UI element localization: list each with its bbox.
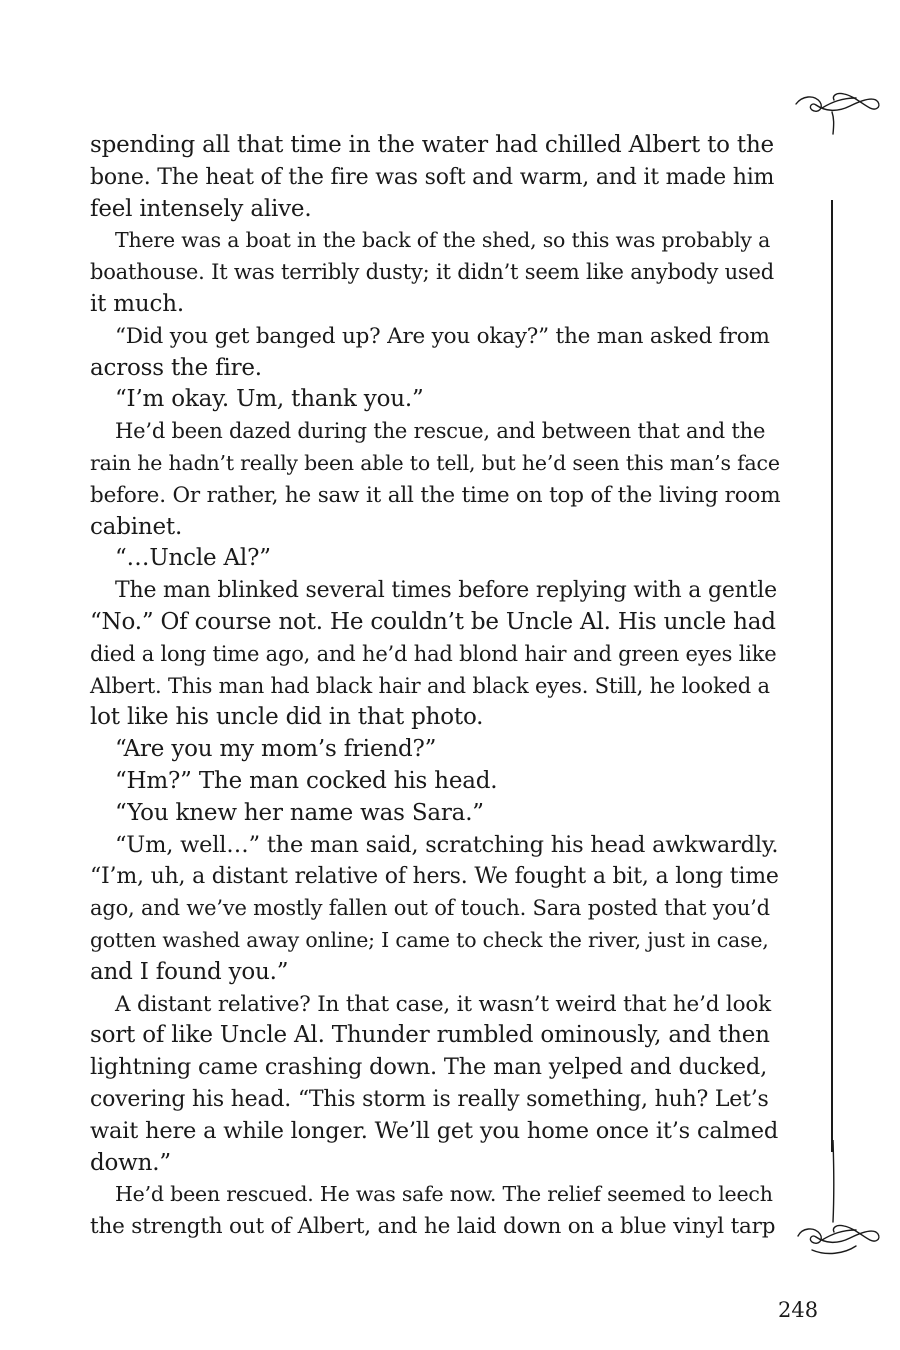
text-line: down.” bbox=[90, 1149, 171, 1176]
text-line: and I found you.” bbox=[90, 958, 289, 985]
text-line: covering his head. “This storm is really something, huh? Let’s bbox=[90, 1086, 769, 1112]
text-line: He’d been rescued. He was safe now. The relief seemed to leech bbox=[115, 1182, 773, 1207]
text-line: “Hm?” The man cocked his head. bbox=[115, 767, 498, 794]
text-line: wait here a while longer. We’ll get you home once it’s calmed bbox=[90, 1117, 779, 1144]
text-line: “I’m okay. Um, thank you.” bbox=[115, 386, 424, 413]
text-line: “No.” Of course not. He couldn’t be Uncle Al. His uncle had bbox=[90, 608, 776, 635]
text-line: lot like his uncle did in that photo. bbox=[90, 704, 484, 731]
text-line: “Did you get banged up? Are you okay?” the man asked from bbox=[115, 323, 770, 349]
body-text bbox=[90, 130, 780, 1243]
text-line: it much. bbox=[90, 290, 184, 317]
text-line: There was a boat in the back of the shed, so this was probably a bbox=[115, 228, 771, 253]
page-number: 248 bbox=[778, 1298, 819, 1322]
text-line: sort of like Uncle Al. Thunder rumbled ominously, and then bbox=[90, 1022, 770, 1049]
text-line: Albert. This man had black hair and black eyes. Still, he looked a bbox=[90, 673, 770, 698]
text-line: “Um, well…” the man said, scratching his head awkwardly. bbox=[115, 831, 779, 858]
bottom-flourish-icon bbox=[792, 1140, 884, 1270]
text-line: died a long time ago, and he’d had blond hair and green eyes like bbox=[90, 641, 777, 666]
text-line: before. Or rather, he saw it all the time on top of the living room bbox=[90, 482, 781, 508]
text-line: He’d been dazed during the rescue, and between that and the bbox=[115, 419, 766, 444]
text-line: gotten washed away online; I came to check the river, just in case, bbox=[90, 927, 769, 952]
text-line: ago, and we’ve mostly fallen out of touch. Sara posted that you’d bbox=[90, 896, 770, 921]
text-line: spending all that time in the water had chilled Albert to the bbox=[90, 132, 774, 158]
text-line: “I’m, uh, a distant relative of hers. We fought a bit, a long time bbox=[90, 864, 779, 890]
text-line: across the fire. bbox=[90, 354, 262, 381]
text-line: “You knew her name was Sara.” bbox=[115, 799, 484, 826]
text-line: bone. The heat of the fire was soft and warm, and it made him bbox=[90, 164, 775, 190]
text-line: A distant relative? In that case, it wasn’t weird that he’d look bbox=[115, 991, 771, 1017]
text-line: cabinet. bbox=[90, 513, 183, 540]
text-line: the strength out of Albert, and he laid down on a blue vinyl tarp bbox=[90, 1214, 776, 1240]
text-line: “Are you my mom’s friend?” bbox=[115, 736, 437, 763]
text-line: The man blinked several times before replying with a gentle bbox=[115, 578, 777, 604]
text-line: rain he hadn’t really been able to tell, but he’d seen this man’s face bbox=[90, 450, 780, 475]
text-line: feel intensely alive. bbox=[90, 195, 312, 222]
text-line: boathouse. It was terribly dusty; it didn’t seem like anybody used bbox=[90, 260, 774, 285]
text-line: “…Uncle Al?” bbox=[115, 545, 271, 572]
vertical-rule bbox=[831, 200, 833, 1152]
text-line: lightning came crashing down. The man yelped and ducked, bbox=[90, 1054, 768, 1081]
top-flourish-icon bbox=[792, 78, 884, 138]
